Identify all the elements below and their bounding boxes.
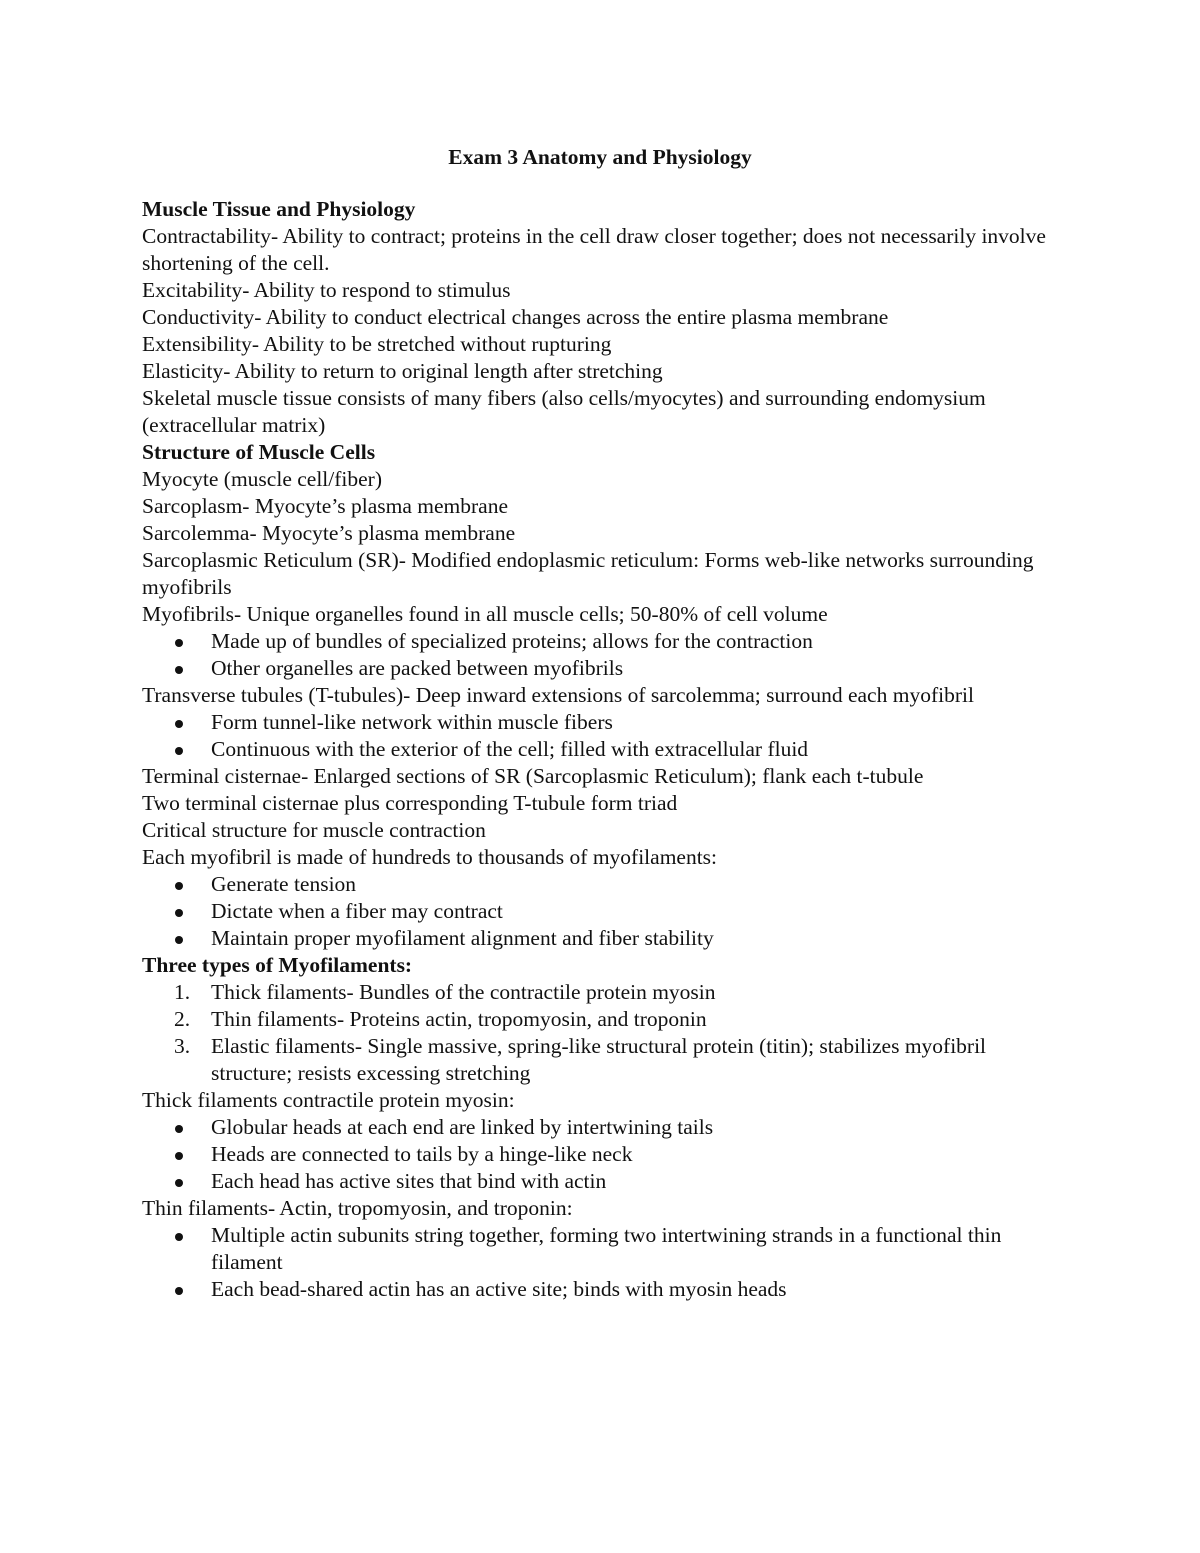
bullet-list-thick-filaments: [142, 1114, 1072, 1195]
paragraph-t-tubules: Transverse tubules (T-tubules)- Deep inward extensions of sarcolemma; surround each myofibril: [142, 683, 974, 707]
list-item: [142, 736, 1072, 763]
list-item-text: Multiple actin subunits string together, forming two intertwining strands in a functional thin filament: [211, 1223, 1002, 1274]
paragraph-conductivity: Conductivity- Ability to conduct electrical changes across the entire plasma membrane: [142, 305, 889, 329]
bullet-icon: [175, 666, 183, 674]
list-item-text: Continuous with the exterior of the cell; filled with extracellular fluid: [211, 737, 809, 761]
list-item-text: Generate tension: [211, 872, 357, 896]
list-item: [142, 871, 1072, 898]
list-item-text: Each bead-shared actin has an active site; binds with myosin heads: [211, 1277, 787, 1301]
paragraph-sarcoplasm: Sarcoplasm- Myocyte’s plasma membrane: [142, 494, 508, 518]
list-number: 1.: [174, 980, 191, 1004]
list-item-text: Other organelles are packed between myofibrils: [211, 656, 624, 680]
list-item: [142, 898, 1072, 925]
bullet-icon: [175, 720, 183, 728]
list-item-text: Elastic filaments- Single massive, spring-like structural protein (titin); stabilizes myofibril structure; resists excessing stretching: [211, 1034, 987, 1085]
paragraph-extensibility: Extensibility- Ability to be stretched without rupturing: [142, 332, 612, 356]
list-item-text: Made up of bundles of specialized proteins; allows for the contraction: [211, 629, 813, 653]
bullet-icon: [175, 1233, 183, 1241]
paragraph-thin-filaments: Thin filaments- Actin, tropomyosin, and troponin:: [142, 1196, 573, 1220]
bullet-icon: [175, 639, 183, 647]
list-item: [142, 1114, 1072, 1141]
list-item: [142, 709, 1072, 736]
bullet-icon: [175, 909, 183, 917]
list-item-text: Thin filaments- Proteins actin, tropomyosin, and troponin: [211, 1007, 707, 1031]
paragraph-sarcolemma: Sarcolemma- Myocyte’s plasma membrane: [142, 521, 516, 545]
paragraph-contractability: Contractability- Ability to contract; proteins in the cell draw closer together; does not necessarily involve shortening of the cell.: [142, 224, 1046, 275]
paragraph-thick-filaments: Thick filaments contractile protein myosin:: [142, 1088, 515, 1112]
document-title: Exam 3 Anatomy and Physiology: [448, 145, 752, 169]
bullet-icon: [175, 1152, 183, 1160]
paragraph-each-myofibril: Each myofibril is made of hundreds to thousands of myofilaments:: [142, 845, 718, 869]
list-item-text: Dictate when a fiber may contract: [211, 899, 503, 923]
paragraph-terminal-cisternae: Terminal cisternae- Enlarged sections of SR (Sarcoplasmic Reticulum); flank each t-tubule: [142, 764, 924, 788]
bullet-icon: [175, 747, 183, 755]
bullet-icon: [175, 1125, 183, 1133]
list-number: 2.: [174, 1007, 191, 1031]
numbered-list-myofilament-types: [142, 979, 1072, 1087]
paragraph-myofibrils: Myofibrils- Unique organelles found in all muscle cells; 50-80% of cell volume: [142, 602, 828, 626]
list-item-text: Thick filaments- Bundles of the contractile protein myosin: [211, 980, 716, 1004]
paragraph-critical-structure: Critical structure for muscle contraction: [142, 818, 486, 842]
paragraph-elasticity: Elasticity- Ability to return to original length after stretching: [142, 359, 663, 383]
document-body: [142, 196, 1072, 1303]
list-item: [142, 1222, 1072, 1276]
bullet-icon: [175, 1179, 183, 1187]
list-item-text: Globular heads at each end are linked by intertwining tails: [211, 1115, 714, 1139]
section-heading-three-types: Three types of Myofilaments:: [142, 953, 413, 977]
section-heading-structure: Structure of Muscle Cells: [142, 440, 376, 464]
list-item-text: Each head has active sites that bind with actin: [211, 1169, 607, 1193]
list-item: [142, 655, 1072, 682]
list-item: [142, 1006, 1072, 1033]
bullet-list-myofilaments: [142, 871, 1072, 952]
paragraph-sarcoplasmic-reticulum: Sarcoplasmic Reticulum (SR)- Modified endoplasmic reticulum: Forms web-like networks surrounding myofibrils: [142, 548, 1034, 599]
list-item-text: Form tunnel-like network within muscle fibers: [211, 710, 613, 734]
list-item: [142, 925, 1072, 952]
list-item: [142, 1276, 1072, 1303]
bullet-icon: [175, 1287, 183, 1295]
list-item: [142, 979, 1072, 1006]
list-item-text: Heads are connected to tails by a hinge-like neck: [211, 1142, 633, 1166]
bullet-list-thin-filaments: [142, 1222, 1072, 1303]
bullet-icon: [175, 936, 183, 944]
list-item: [142, 1168, 1072, 1195]
paragraph-excitability: Excitability- Ability to respond to stimulus: [142, 278, 511, 302]
paragraph-triad: Two terminal cisternae plus corresponding T-tubule form triad: [142, 791, 678, 815]
paragraph-skeletal: Skeletal muscle tissue consists of many fibers (also cells/myocytes) and surrounding endomysium (extracellular matrix): [142, 386, 986, 437]
list-item: [142, 1033, 1072, 1087]
list-item: [142, 628, 1072, 655]
section-heading-muscle-tissue: Muscle Tissue and Physiology: [142, 197, 416, 221]
list-item: [142, 1141, 1072, 1168]
list-number: 3.: [174, 1034, 191, 1058]
paragraph-myocyte: Myocyte (muscle cell/fiber): [142, 467, 382, 491]
bullet-list-myofibrils: [142, 628, 1072, 682]
bullet-icon: [175, 882, 183, 890]
bullet-list-t-tubules: [142, 709, 1072, 763]
list-item-text: Maintain proper myofilament alignment and fiber stability: [211, 926, 714, 950]
